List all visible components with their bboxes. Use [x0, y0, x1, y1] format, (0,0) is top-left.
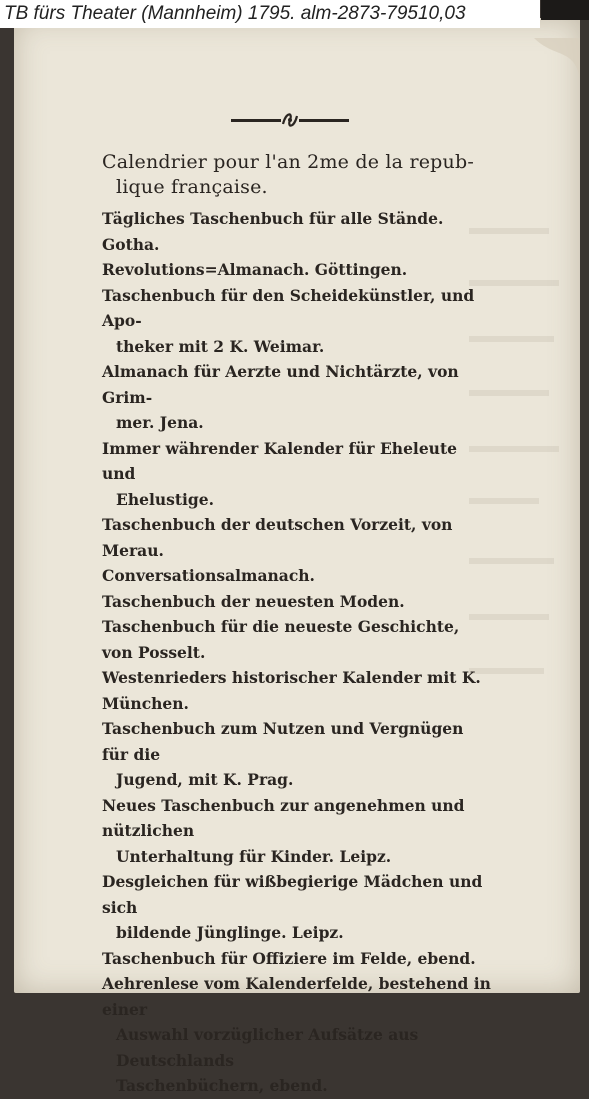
heading-line-2: lique française.: [116, 176, 268, 198]
list-item: Taschenbuch für die neueste Geschichte, von Posselt.: [102, 617, 460, 662]
decorative-ornament: [231, 110, 349, 130]
list-item: Taschenbuch für den Scheidekünstler, und Apo- theker mit 2 K. Weimar.: [102, 285, 475, 356]
heading-line-1: Calendrier pour l'an 2me de la repub-: [102, 151, 474, 173]
list-item: Revolutions=Almanach. Göttingen.: [102, 260, 408, 279]
image-caption: TB fürs Theater (Mannheim) 1795. alm-2873-79510,03: [0, 0, 540, 28]
list-item: Desgleichen für wißbegierige Mädchen und sich bildende Jünglinge. Leipz.: [102, 872, 483, 942]
list-item: Tägliches Taschenbuch für alle Stände. Gotha.: [102, 209, 444, 254]
heading: [102, 150, 492, 200]
list-item: Neues Taschenbuch zur angenehmen und nützlichen Unterhaltung für Kinder. Leipz.: [102, 795, 465, 866]
list-item: Taschenbuch der deutschen Vorzeit, von Merau.: [102, 515, 453, 560]
list-item: Westenrieders historischer Kalender mit K. München.: [102, 668, 481, 713]
book-page: [14, 18, 580, 1095]
list-item: Conversationsalmanach.: [102, 566, 315, 585]
list-item: Immer währender Kalender für Eheleute und Ehelustige.: [102, 438, 457, 509]
almanac-list: [102, 150, 492, 1099]
list-item: Taschenbuch zum Nutzen und Vergnügen für die Jugend, mit K. Prag.: [102, 719, 464, 789]
list-item: Almanach für Aerzte und Nichtärzte, von Grim- mer. Jena.: [102, 362, 459, 432]
list-item: Taschenbuch für Offiziere im Felde, ebend.: [102, 948, 476, 968]
list-item: Aehrenlese vom Kalenderfelde, bestehend in einer Auswahl vorzüglicher Aufsätze aus Deutschlands Taschenbüchern, ebend.: [102, 974, 491, 1095]
list-item: Taschenbuch der neuesten Moden.: [102, 591, 405, 611]
scan-edge: [541, 0, 589, 20]
